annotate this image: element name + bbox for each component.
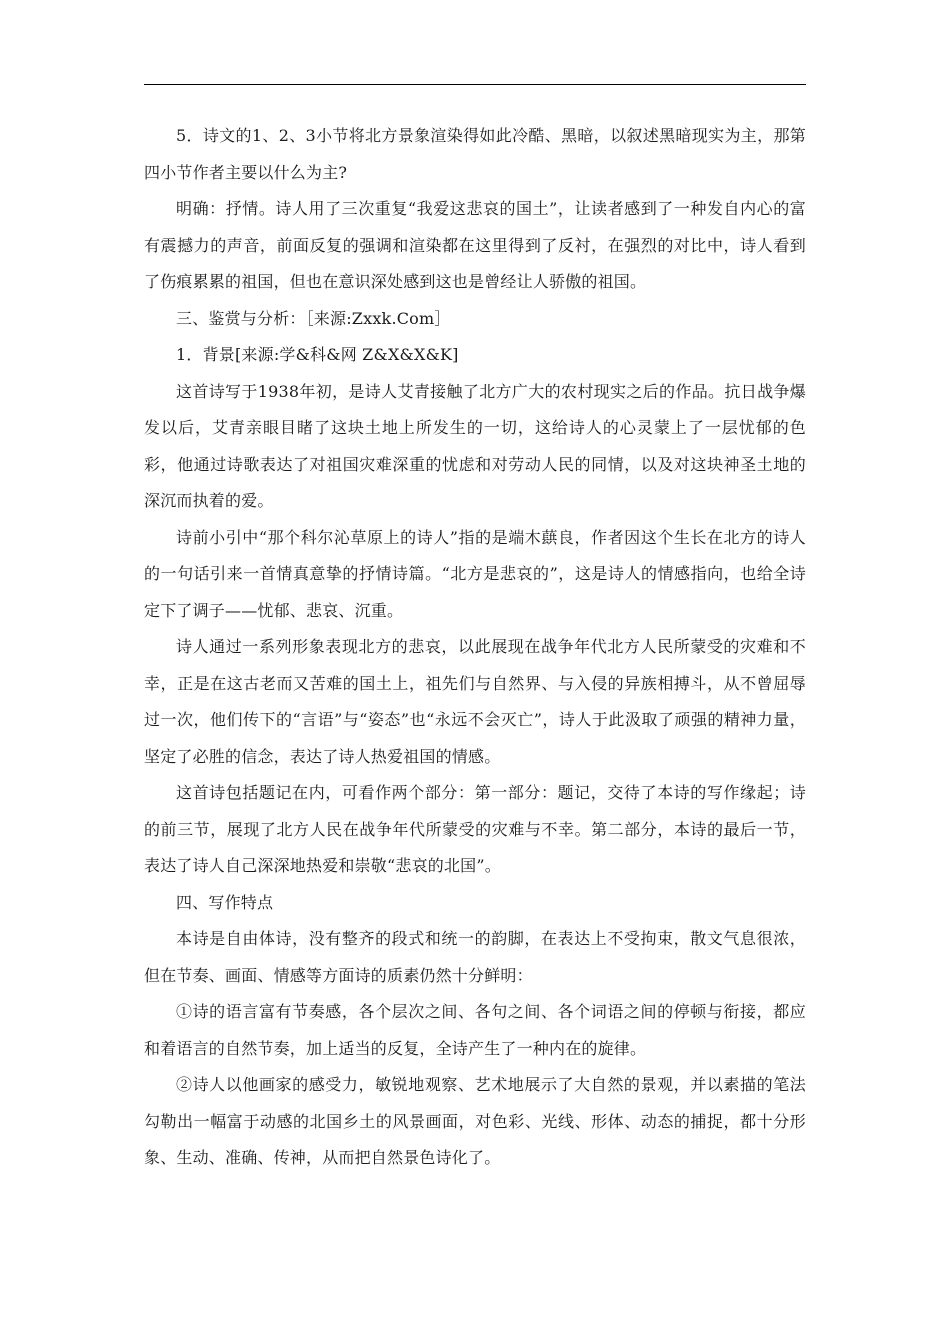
imagery-paragraph: 诗人通过一系列形象表现北方的悲哀，以此展现在战争年代北方人民所蒙受的灾难和不幸，正是在这古老而又苦难的国土上，祖先们与自然界、与入侵的异族相搏斗，从不曾屈辱过一次，他们传下的“言语”与“姿态”也“永远不会灭亡”，诗人于此汲取了顽强的精神力量，坚定了必胜的信念，表达了诗人热爱祖国的情感。 xyxy=(144,637,806,766)
header-rule xyxy=(144,84,806,85)
section-heading-features: 四、写作特点 xyxy=(176,892,274,912)
features-intro-paragraph: 本诗是自由体诗，没有整齐的段式和统一的韵脚，在表达上不受拘束，散文气息很浓，但在节奏、画面、情感等方面诗的质素仍然十分鲜明： xyxy=(144,929,806,985)
document-body xyxy=(144,118,806,1177)
subheading-background: 1．背景[来源:学&科&网 Z&X&X&K] xyxy=(176,345,459,364)
structure-paragraph: 这首诗包括题记在内，可看作两个部分：第一部分：题记，交待了本诗的写作缘起；诗的前三节，展现了北方人民在战争年代所蒙受的灾难与不幸。第二部分，本诗的最后一节，表达了诗人自己深深地热爱和崇敬“悲哀的北国”。 xyxy=(144,783,806,875)
section-heading-appreciation: 三、鉴赏与分析：［来源:Zxxk.Com］ xyxy=(176,308,451,328)
feature-item-2: ②诗人以他画家的感受力，敏锐地观察、艺术地展示了大自然的景观，并以素描的笔法勾勒出一幅富于动感的北国乡土的风景画面，对色彩、光线、形体、动态的捕捉，都十分形象、生动、准确、传神，从而把自然景色诗化了。 xyxy=(144,1075,806,1167)
answer-paragraph: 明确：抒情。诗人用了三次重复“我爱这悲哀的国土”，让读者感到了一种发自内心的富有震撼力的声音，前面反复的强调和渲染都在这里得到了反衬，在强烈的对比中，诗人看到了伤痕累累的祖国，但也在意识深处感到这也是曾经让人骄傲的祖国。 xyxy=(144,199,806,291)
feature-item-1: ①诗的语言富有节奏感，各个层次之间、各句之间、各个词语之间的停顿与衔接，都应和着语言的自然节奏，加上适当的反复，全诗产生了一种内在的旋律。 xyxy=(144,1002,806,1058)
background-paragraph: 这首诗写于1938年初，是诗人艾青接触了北方广大的农村现实之后的作品。抗日战争爆发以后，艾青亲眼目睹了这块土地上所发生的一切，这给诗人的心灵蒙上了一层忧郁的色彩，他通过诗歌表达了对祖国灾难深重的忧虑和对劳动人民的同情，以及对这块神圣土地的深沉而执着的爱。 xyxy=(144,381,806,510)
question-paragraph: 5．诗文的1、2、3小节将北方景象渲染得如此冷酷、黑暗，以叙述黑暗现实为主，那第四小节作者主要以什么为主? xyxy=(144,126,806,182)
preface-paragraph: 诗前小引中“那个科尔沁草原上的诗人”指的是端木蕻良，作者因这个生长在北方的诗人的一句话引来一首情真意挚的抒情诗篇。“北方是悲哀的”，这是诗人的情感指向，也给全诗定下了调子——忧郁、悲哀、沉重。 xyxy=(144,527,806,620)
